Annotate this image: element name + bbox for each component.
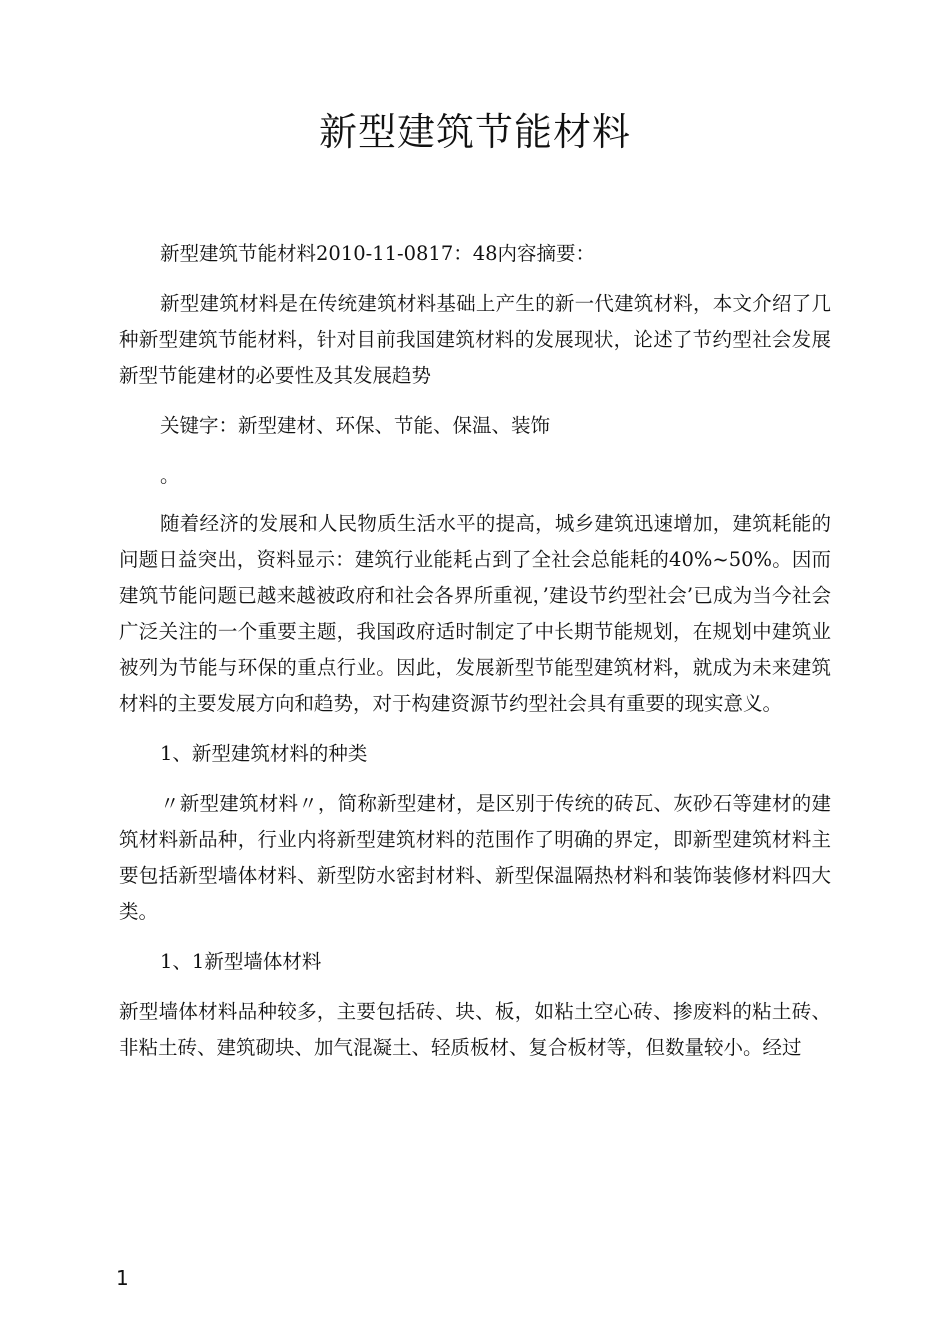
keywords-paragraph: 关键字：新型建材、环保、节能、保温、装饰 <box>160 414 551 437</box>
intro-paragraph: 随着经济的发展和人民物质生活水平的提高，城乡建筑迅速增加，建筑耗能的问题日益突出，资料显示：建筑行业能耗占到了全社会总能耗的40%~50%。因而建筑节能问题已越来越被政府和社会各界所重视，’建设节约型社会’已成为当今社会广泛关注的一个重要主题，我国政府适时制定了中长期节能规划，在规划中建筑业被列为节能与环保的重点行业。因此，发展新型节能型建筑材料，就成为未来建筑材料的主要发展方向和趋势，对于构建资源节约型社会具有重要的现实意义。 <box>119 512 831 715</box>
abstract-heading: 新型建筑节能材料2010-11-0817：48内容摘要： <box>160 242 596 265</box>
section-paragraph: 〃新型建筑材料〃，简称新型建材，是区别于传统的砖瓦、灰砂石等建材的建筑材料新品种，行业内将新型建筑材料的范围作了明确的界定，即新型建筑材料主要包括新型墙体材料、新型防水密封材料、新型保温隔热材料和装饰装修材料四大类。 <box>119 792 831 923</box>
page-number: 1 <box>116 1266 129 1290</box>
document-title: 新型建筑节能材料 <box>318 110 631 154</box>
subsection-paragraph: 新型墙体材料品种较多，主要包括砖、块、板，如粘土空心砖、掺废料的粘土砖、非粘土砖、建筑砌块、加气混凝土、轻质板材、复合板材等，但数量较小。经过 <box>119 1000 831 1059</box>
subsection-heading: 1、1新型墙体材料 <box>160 950 322 973</box>
period-paragraph: 。 <box>160 464 180 487</box>
section-heading: 1、新型建筑材料的种类 <box>160 742 368 765</box>
abstract-paragraph: 新型建筑材料是在传统建筑材料基础上产生的新一代建筑材料，本文介绍了几种新型建筑节能材料，针对目前我国建筑材料的发展现状，论述了节约型社会发展新型节能建材的必要性及其发展趋势 <box>119 292 831 387</box>
document-body <box>119 236 831 1066</box>
